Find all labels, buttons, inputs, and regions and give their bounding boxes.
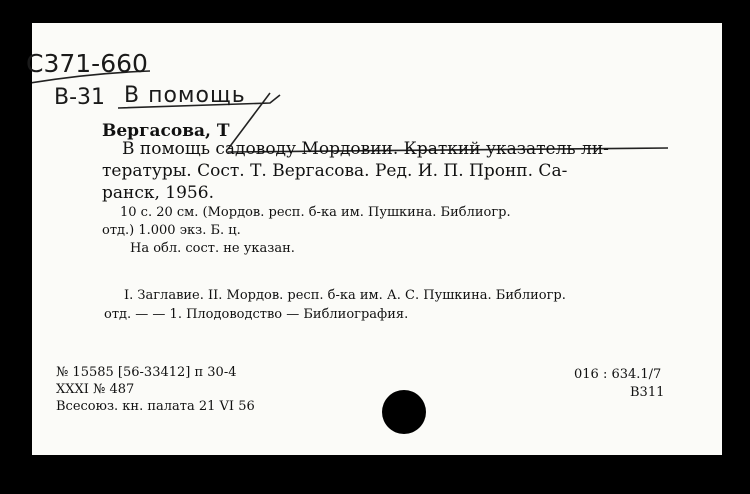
title-line-2: тературы. Сост. Т. Вергасова. Ред. И. П. Пронп. Са-: [102, 161, 568, 181]
physical-description-1: 10 с. 20 см. (Мордов. респ. б-ка им. Пушкина. Библиогр.: [120, 205, 511, 220]
tracings-line-2: отд. — — 1. Плодоводство — Библиография.: [104, 307, 409, 322]
card-number: № 15585 [56-33412] п 30-4: [56, 365, 237, 380]
call-number: С371-660: [26, 49, 148, 78]
note-line: На обл. сост. не указан.: [130, 241, 295, 256]
handwritten-title-note: В помощь: [124, 83, 246, 108]
shelf-mark: В-31: [54, 85, 106, 110]
publisher-imprint: Всесоюз. кн. палата 21 VI 56: [56, 399, 255, 414]
tracings-line-1: I. Заглавие. II. Мордов. респ. б-ка им. А. С. Пушкина. Библиогр.: [124, 288, 566, 303]
catalog-card: [26, 23, 722, 455]
series-number: XXXI № 487: [56, 382, 135, 397]
classification-code: 016 : 634.1/7: [574, 367, 662, 382]
card-punch-hole: [382, 390, 426, 434]
title-line-3: ранск, 1956.: [102, 183, 214, 203]
title-line-1: В помощь садоводу Мордовии. Краткий указатель ли-: [122, 139, 609, 159]
author-mark: В311: [630, 385, 665, 400]
author-heading: Вергасова, Т: [102, 121, 230, 141]
physical-description-2: отд.) 1.000 экз. Б. ц.: [102, 223, 241, 238]
